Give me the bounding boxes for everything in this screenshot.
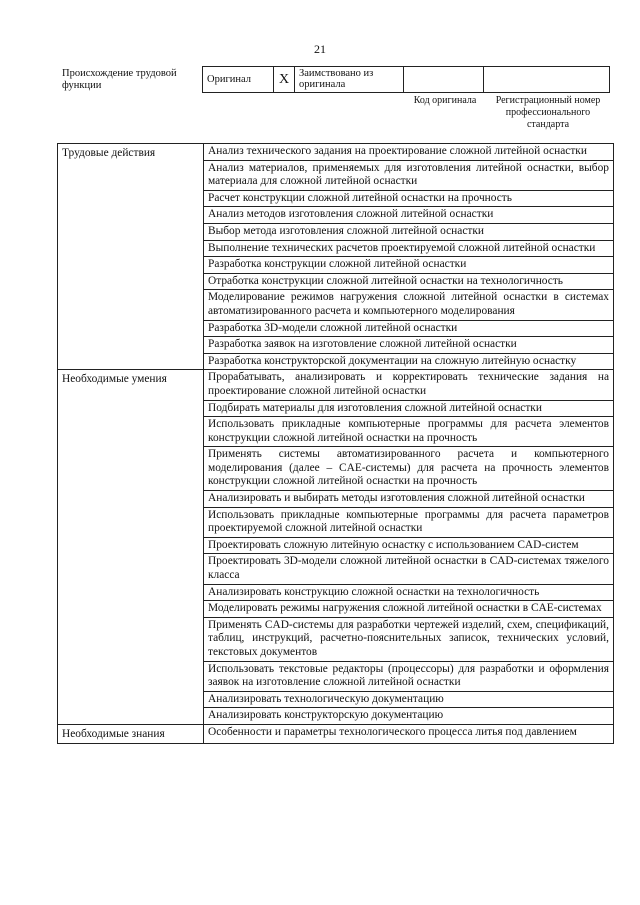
table-row: [58, 370, 614, 400]
item-text: Анализировать и выбирать методы изготовления сложной литейной оснастки: [204, 491, 614, 508]
reg-caption: Регистрационный номер профессионального стандарта: [495, 95, 601, 130]
section-label-actions: Трудовые действия: [58, 144, 204, 370]
item-text: Анализировать конструкцию сложной оснастки на технологичность: [204, 584, 614, 601]
item-text: Отработка конструкции сложной литейной оснастки на технологичность: [204, 273, 614, 290]
item-text: Использовать прикладные компьютерные программы для расчета параметров проектируемой сложной литейной оснастки: [204, 507, 614, 537]
borrowed-cell: Заимствовано из оригинала: [295, 67, 404, 93]
reg-number-cell: [484, 67, 610, 93]
item-text: Выполнение технических расчетов проектируемой сложной литейной оснастки: [204, 240, 614, 257]
item-text: Применять системы автоматизированного расчета и компьютерного моделирования (далее – CAE-системы) для расчета на прочность элементов конструкции сложной литейной оснастки на прочность: [204, 447, 614, 491]
item-text: Моделировать режимы нагружения сложной литейной оснастки в CAE-системах: [204, 601, 614, 618]
item-text: Использовать текстовые редакторы (процессоры) для разработки и оформления заявок на изготовление сложной литейной оснастки: [204, 661, 614, 691]
item-text: Анализ методов изготовления сложной литейной оснастки: [204, 207, 614, 224]
item-text: Анализировать технологическую документацию: [204, 691, 614, 708]
item-text: Анализ материалов, применяемых для изготовления литейной оснастки, выбор материала для сложной литейной оснастки: [204, 160, 614, 190]
original-mark: X: [274, 67, 295, 93]
origin-label: Происхождение трудовой функции: [62, 68, 177, 91]
item-text: Проектировать 3D-модели сложной литейной оснастки в CAD-системах тяжелого класса: [204, 554, 614, 584]
item-text: Прорабатывать, анализировать и корректировать технические задания на проектирование сложной литейной оснастки: [204, 370, 614, 400]
item-text: Проектировать сложную литейную оснастку с использованием CAD-систем: [204, 537, 614, 554]
code-cell: [404, 67, 484, 93]
original-cell: Оригинал: [203, 67, 274, 93]
page-number: 21: [314, 42, 326, 56]
function-table: [57, 143, 614, 744]
section-label-skills: Необходимые умения: [58, 370, 204, 725]
code-caption: Код оригинала: [413, 95, 477, 106]
table-row: [58, 144, 614, 161]
item-text: Моделирование режимов нагружения сложной литейной оснастки в системах автоматизированного расчета и компьютерного моделирования: [204, 290, 614, 320]
item-text: Разработка 3D-модели сложной литейной оснастки: [204, 320, 614, 337]
section-label-knowledge: Необходимые знания: [58, 724, 204, 743]
origin-table: [202, 66, 610, 93]
item-text: Применять CAD-системы для разработки чертежей изделий, схем, спецификаций, таблиц, инструкций, расчетно-пояснительных записок, технических условий, текстовых документов: [204, 617, 614, 661]
item-text: Особенности и параметры технологического процесса литья под давлением: [204, 724, 614, 743]
item-text: Выбор метода изготовления сложной литейной оснастки: [204, 223, 614, 240]
item-text: Анализировать конструкторскую документацию: [204, 708, 614, 725]
item-text: Расчет конструкции сложной литейной оснастки на прочность: [204, 190, 614, 207]
item-text: Разработка конструкции сложной литейной оснастки: [204, 257, 614, 274]
item-text: Разработка конструкторской документации на сложную литейную оснастку: [204, 353, 614, 370]
item-text: Использовать прикладные компьютерные программы для расчета элементов конструкции сложной литейной оснастки на прочность: [204, 417, 614, 447]
item-text: Подбирать материалы для изготовления сложной литейной оснастки: [204, 400, 614, 417]
item-text: Анализ технического задания на проектирование сложной литейной оснастки: [204, 144, 614, 161]
table-row: [58, 724, 614, 743]
item-text: Разработка заявок на изготовление сложной литейной оснастки: [204, 337, 614, 354]
